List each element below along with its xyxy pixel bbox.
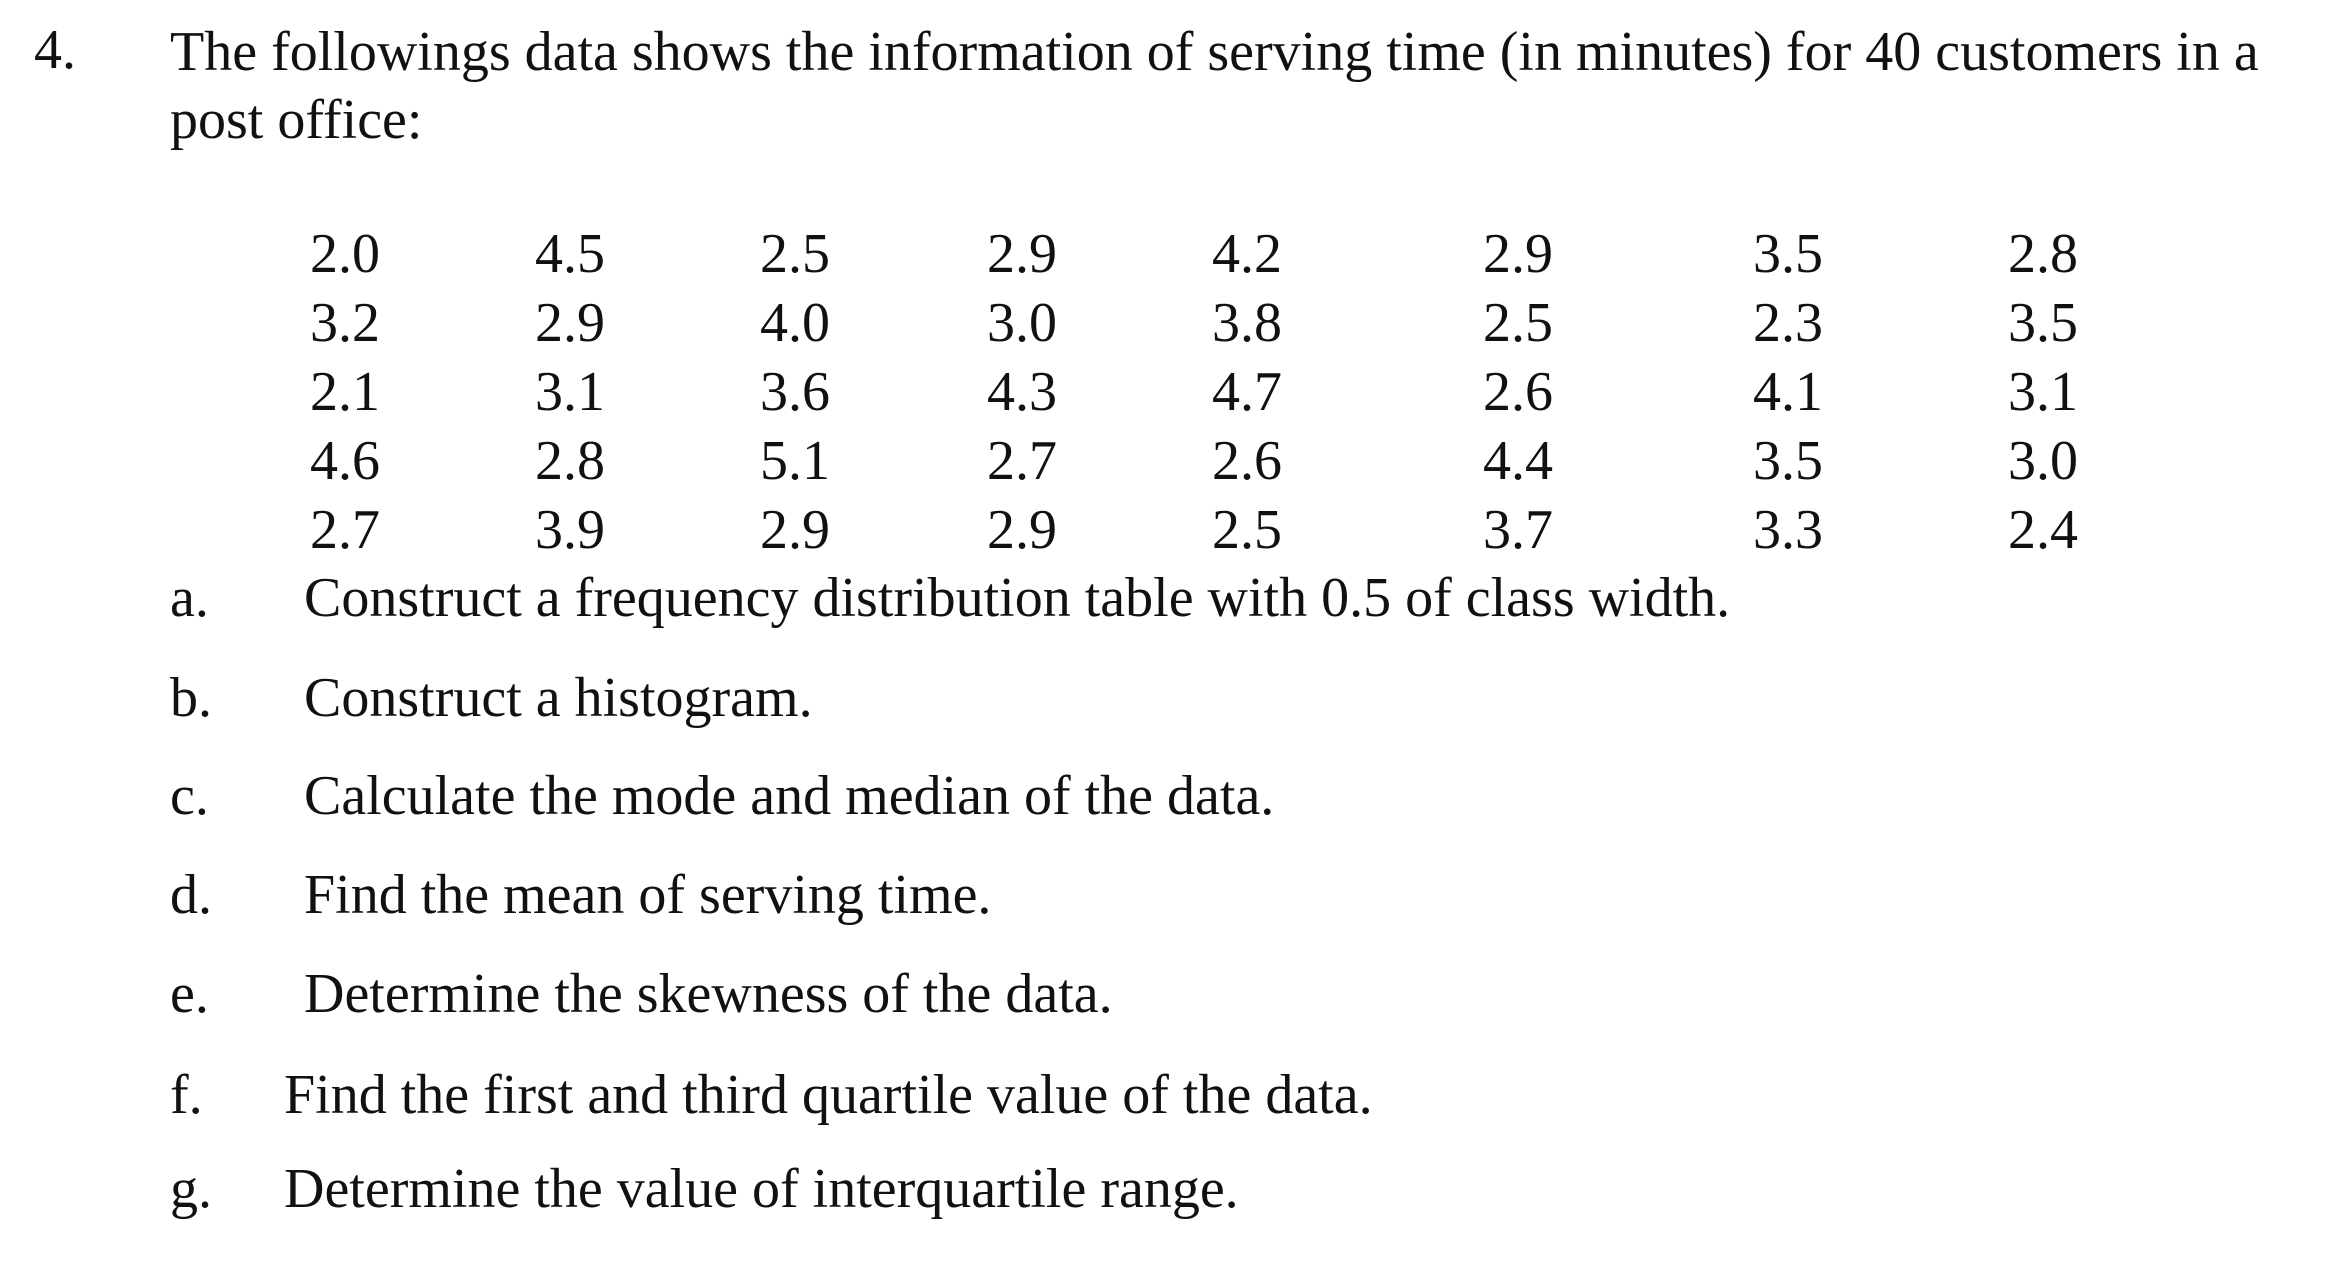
data-cell: 3.5 [1753,430,1823,492]
data-cell: 2.8 [2008,223,2078,285]
data-cell: 3.3 [1753,499,1823,561]
data-row [310,427,2108,496]
data-cell: 3.0 [987,292,1057,354]
data-cell: 2.9 [987,499,1057,561]
data-cell: 4.1 [1753,361,1823,423]
part-letter: e. [170,963,209,1025]
data-cell: 2.5 [1483,292,1553,354]
data-cell: 4.6 [310,430,380,492]
data-cell: 3.1 [2008,361,2078,423]
data-row [310,220,2108,289]
data-cell: 3.1 [535,361,605,423]
part-text: Calculate the mode and median of the data. [304,765,1275,827]
data-cell: 2.9 [760,499,830,561]
part-text: Determine the skewness of the data. [304,963,1113,1025]
data-cell: 2.7 [987,430,1057,492]
data-cell: 2.4 [2008,499,2078,561]
data-cell: 4.3 [987,361,1057,423]
part-text: Find the mean of serving time. [304,864,992,926]
data-row [310,289,2108,358]
part-text: Find the first and third quartile value of the data. [284,1064,1373,1126]
part-letter: b. [170,667,212,729]
question-text: The followings data shows the information of serving time (in minutes) for 40 customers in a post office: [170,21,2259,151]
data-cell: 2.5 [1212,499,1282,561]
data-cell: 5.1 [760,430,830,492]
data-row [310,358,2108,427]
part-letter: f. [170,1064,203,1126]
data-cell: 3.5 [2008,292,2078,354]
data-cell: 2.8 [535,430,605,492]
data-cell: 4.5 [535,223,605,285]
question-number: 4. [34,19,76,81]
part-letter: d. [170,864,212,926]
data-cell: 2.6 [1212,430,1282,492]
data-cell: 2.0 [310,223,380,285]
part-letter: g. [170,1158,212,1220]
data-cell: 2.3 [1753,292,1823,354]
data-row [310,496,2108,565]
data-cell: 4.0 [760,292,830,354]
part-text: Determine the value of interquartile range. [284,1158,1239,1220]
data-cell: 2.6 [1483,361,1553,423]
data-cell: 4.2 [1212,223,1282,285]
part-text: Construct a histogram. [304,667,813,729]
data-cell: 2.9 [987,223,1057,285]
data-cell: 2.5 [760,223,830,285]
part-text: Construct a frequency distribution table with 0.5 of class width. [304,567,1731,629]
data-cell: 2.9 [1483,223,1553,285]
data-cell: 3.2 [310,292,380,354]
data-cell: 2.1 [310,361,380,423]
data-cell: 2.9 [535,292,605,354]
data-cell: 3.5 [1753,223,1823,285]
data-cell: 3.7 [1483,499,1553,561]
part-letter: c. [170,765,209,827]
data-cell: 2.7 [310,499,380,561]
data-cell: 3.6 [760,361,830,423]
data-cell: 4.7 [1212,361,1282,423]
serving-time-data-table [310,220,2108,565]
part-letter: a. [170,567,209,629]
data-cell: 4.4 [1483,430,1553,492]
data-cell: 3.9 [535,499,605,561]
data-cell: 3.0 [2008,430,2078,492]
data-cell: 3.8 [1212,292,1282,354]
